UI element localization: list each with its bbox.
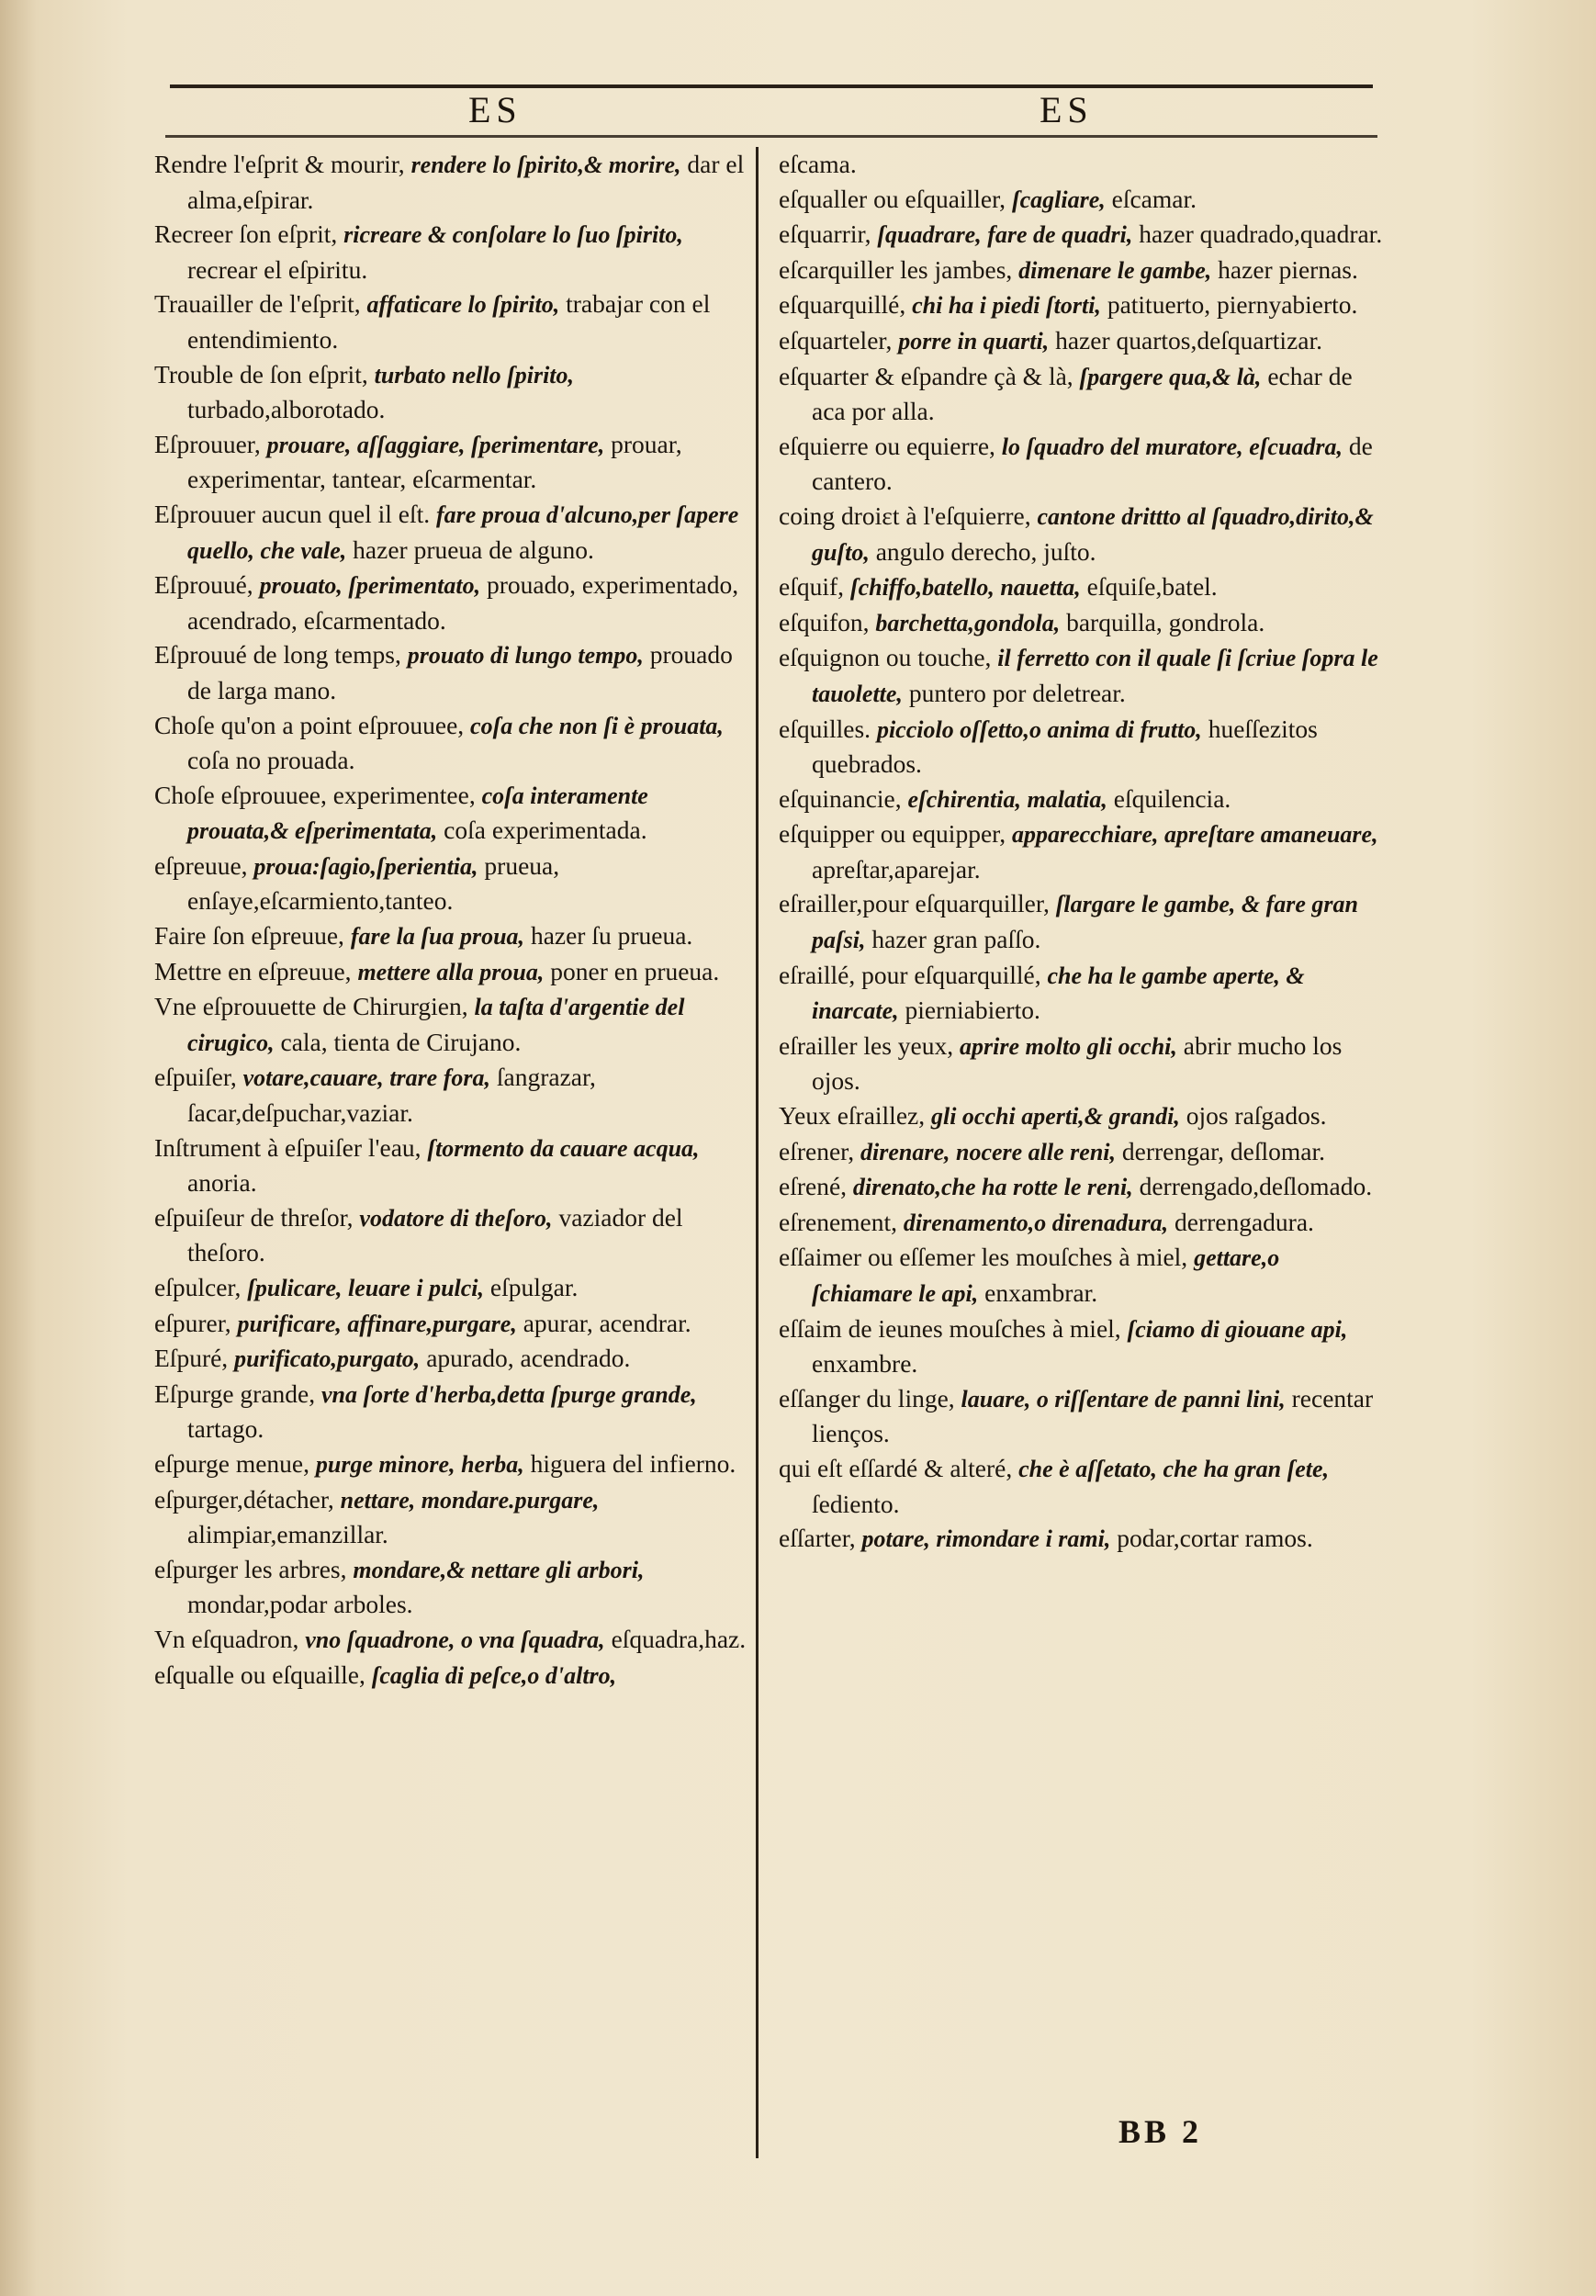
entry-italian: dimenare le gambe, [1018, 256, 1212, 284]
entry-french: Eſprouué, [154, 570, 253, 600]
column-divider [756, 147, 759, 2158]
entry-french: Eſpuré, [154, 1344, 229, 1373]
entry-italian: coſa interamente prouata,& eſperimentata, [187, 782, 648, 845]
entry-spanish: abrir mucho los ojos. [812, 1030, 1343, 1096]
dictionary-entry [154, 1306, 751, 1342]
dictionary-entry [779, 1451, 1385, 1521]
entry-spanish: coſa no prouada. [187, 746, 355, 775]
entry-french: eſpurer, [154, 1308, 231, 1337]
entry-spanish: enxambre. [812, 1349, 918, 1379]
entry-french: eſſaim de ieunes mouſches à miel, [779, 1313, 1121, 1343]
entry-french: eſrener, [779, 1136, 855, 1165]
entry-french: eſraillé, pour eſquarquillé, [779, 960, 1041, 989]
dictionary-entry [779, 287, 1385, 323]
entry-italian: ricreare & conſolare lo ſuo ſpirito, [343, 221, 683, 249]
entry-french: eſpuiſeur de threſor, [154, 1202, 354, 1232]
entry-italian: affaticare lo ſpirito, [366, 291, 560, 319]
entry-italian: prouato di lungo tempo, [407, 642, 644, 670]
entry-spanish: hazer piernas. [1218, 254, 1358, 284]
entry-french: eſquipper ou equipper, [779, 819, 1006, 849]
dictionary-entry [779, 147, 1385, 182]
entry-italian: proua:ſagio,ſperientia, [253, 852, 478, 880]
entry-french: eſrené, [779, 1172, 848, 1201]
entry-spanish: anoria. [187, 1168, 257, 1198]
dictionary-entry [154, 427, 751, 497]
dictionary-entry [779, 499, 1385, 569]
dictionary-entry [154, 637, 751, 707]
entry-italian: chi ha i piedi ſtorti, [912, 292, 1101, 320]
entry-french: Faire ſon eſpreuue, [154, 921, 344, 951]
entry-spanish: mondar,podar arboles. [187, 1590, 413, 1619]
entry-french: Choſe qu'on a point eſprouuee, [154, 710, 465, 739]
entry-spanish: eſpulgar. [489, 1273, 579, 1301]
entry-french: eſquifon, [779, 607, 870, 636]
dictionary-entry [154, 1446, 751, 1482]
entry-italian: vodatore di theſoro, [359, 1204, 553, 1232]
entry-french: Yeux eſraillez, [779, 1101, 926, 1131]
entry-spanish: turbado,alborotado. [187, 395, 386, 424]
entry-french: eſquarrir, [779, 219, 871, 249]
entry-italian: purificare, affinare,purgare, [237, 1310, 517, 1337]
entry-italian: potare, rimondare i rami, [861, 1525, 1111, 1553]
entry-spanish: recrear el eſpiritu. [187, 254, 368, 284]
dictionary-entry [154, 568, 751, 637]
entry-french: coing droiɛt à l'eſquierre, [779, 501, 1031, 530]
entry-french: Eſpurge grande, [154, 1379, 316, 1408]
entry-spanish: echar de aca por alla. [812, 361, 1353, 426]
dictionary-entry [154, 1482, 751, 1552]
entry-italian: nettare, mondare.purgare, [340, 1486, 600, 1514]
dictionary-entry [779, 1098, 1385, 1134]
dictionary-entry [779, 1240, 1385, 1311]
entry-spanish: hueſſezitos quebrados. [812, 714, 1318, 779]
entry-italian: turbato nello ſpirito, [374, 361, 575, 388]
entry-italian: aprire molto gli occhi, [960, 1032, 1177, 1060]
entry-spanish: alimpiar,emanzillar. [187, 1520, 388, 1549]
entry-french: qui eſt eſſardé & alteré, [779, 1453, 1013, 1482]
dictionary-entry [154, 1270, 751, 1306]
entry-italian: lauare, o riſſentare de panni lini, [961, 1385, 1286, 1412]
entry-italian: che è aſſetato, che ha gran ſete, [1018, 1455, 1330, 1482]
entry-italian: picciolo oſſetto,o anima di frutto, [876, 715, 1202, 743]
entry-spanish: eſquilencia. [1113, 783, 1231, 813]
entry-french: Trouble de ſon eſprit, [154, 359, 368, 388]
dictionary-entry [779, 1521, 1385, 1557]
dictionary-entry [154, 217, 751, 287]
entry-italian: cantone drittto al ſquadro,dirito,& guſto, [812, 502, 1374, 566]
top-rule [170, 84, 1373, 88]
entry-french: Vn eſquadron, [154, 1624, 299, 1653]
entry-italian: ſpargere qua,& là, [1079, 363, 1262, 390]
dictionary-entry [154, 1622, 751, 1658]
entry-spanish: poner en prueua. [550, 956, 720, 985]
dictionary-entry [779, 816, 1385, 886]
entry-french: eſpuiſer, [154, 1063, 237, 1092]
entry-french: eſcarquiller les jambes, [779, 254, 1013, 284]
entry-french: Choſe eſprouuee, experimentee, [154, 780, 476, 809]
dictionary-entry [779, 1134, 1385, 1170]
dictionary-entry [154, 1552, 751, 1622]
dictionary-entry [154, 918, 751, 954]
dictionary-entry [154, 849, 751, 918]
header-rule [165, 135, 1377, 138]
entry-italian: fare la ſua proua, [350, 923, 525, 951]
dictionary-entry [154, 708, 751, 778]
entry-french: eſpulcer, [154, 1273, 242, 1301]
entry-italian: barchetta,gondola, [875, 609, 1061, 636]
entry-italian: prouare, aſſaggiare, ſperimentare, [266, 431, 605, 458]
entry-italian: gettare,o ſchiamare le api, [812, 1244, 1280, 1307]
entry-italian: mettere alla proua, [357, 958, 545, 985]
entry-italian: mondare,& nettare gli arbori, [353, 1556, 645, 1583]
entry-italian: prouato, ſperimentato, [259, 572, 481, 600]
dictionary-entry [779, 958, 1385, 1029]
entry-french: eſrailler les yeux, [779, 1030, 954, 1060]
entry-french: eſpurger les arbres, [154, 1554, 347, 1583]
entry-french: Mettre en eſpreuue, [154, 956, 352, 985]
entry-french: Trauailler de l'eſprit, [154, 289, 361, 319]
entry-spanish: hazer quartos,deſquartizar. [1055, 325, 1322, 355]
dictionary-entry [779, 253, 1385, 288]
entry-spanish: higuera del infierno. [530, 1448, 736, 1478]
entry-french: eſpreuue, [154, 850, 248, 880]
entry-french: Inſtrument à eſpuiſer l'eau, [154, 1132, 421, 1162]
entry-italian: ſquadrare, fare de quadri, [877, 221, 1133, 249]
entry-spanish: barquilla, gondrola. [1066, 607, 1265, 636]
entry-spanish: derrengar, deſlomar. [1121, 1136, 1325, 1165]
dictionary-entry [779, 323, 1385, 359]
entry-spanish: prouado, experimentado, acendrado, eſcarmentado. [187, 570, 739, 635]
entry-italian: ſcagliare, [1011, 186, 1106, 213]
entry-italian: direnamento,o direnadura, [903, 1209, 1169, 1236]
entry-french: eſqualler ou eſquailler, [779, 184, 1006, 213]
entry-french: eſquierre ou equierre, [779, 431, 995, 460]
dictionary-entry [779, 605, 1385, 641]
entry-spanish: eſcamar. [1111, 184, 1197, 213]
entry-italian: il ferretto con il quale ſi ſcriue ſopra le tauolette, [812, 645, 1378, 707]
entry-spanish: enxambrar. [984, 1278, 1098, 1307]
entry-spanish: ſangrazar, ſacar,deſpuchar,vaziar. [187, 1063, 596, 1128]
entry-french: eſquarquillé, [779, 290, 906, 320]
entry-french: eſquarter & eſpandre çà & là, [779, 361, 1073, 390]
entry-spanish: pierniabierto. [905, 996, 1040, 1025]
dictionary-entry [779, 1205, 1385, 1241]
entry-spanish: de cantero. [812, 431, 1373, 496]
dictionary-entry [779, 1029, 1385, 1098]
left-column [154, 147, 751, 1693]
entry-spanish: dar el alma,eſpirar. [187, 150, 745, 214]
entry-french: eſcama. [779, 150, 857, 178]
entry-french: eſpurger,détacher, [154, 1484, 334, 1514]
signature-mark: BB 2 [1118, 2113, 1203, 2150]
entry-french: eſpurge menue, [154, 1448, 310, 1478]
entry-spanish: cala, tienta de Cirujano. [280, 1027, 522, 1056]
entry-spanish: eſquadra,haz. [611, 1624, 747, 1653]
entry-spanish: hazer ſu prueua. [530, 921, 693, 951]
dictionary-entry [154, 357, 751, 427]
entry-italian: direnare, nocere alle reni, [860, 1138, 1117, 1165]
entry-italian: vna ſorte d'herba,detta ſpurge grande, [321, 1380, 697, 1408]
entry-spanish: prouar, experimentar, tantear, eſcarmentar. [187, 429, 682, 494]
entry-french: Recreer ſon eſprit, [154, 219, 338, 249]
entry-italian: ſlargare le gambe, & fare gran paſsi, [812, 891, 1359, 954]
dictionary-entry [154, 147, 751, 217]
entry-italian: eſchirentia, malatia, [907, 785, 1107, 813]
entry-french: eſquarteler, [779, 325, 893, 355]
entry-spanish: trabajar con el entendimiento. [187, 289, 711, 354]
dictionary-entry [154, 1060, 751, 1130]
dictionary-entry [154, 1131, 751, 1200]
running-head-right: ES [1040, 89, 1094, 130]
dictionary-entry [154, 778, 751, 849]
dictionary-entry [779, 640, 1385, 711]
entry-spanish: apreſtar,aparejar. [812, 854, 981, 884]
entry-spanish: hazer prueua de alguno. [353, 535, 594, 564]
entry-spanish: vaziador del theſoro. [187, 1202, 683, 1267]
entry-italian: ſciamo di giouane api, [1127, 1315, 1348, 1343]
entry-italian: ſtormento da cauare acqua, [427, 1134, 700, 1162]
dictionary-entry [154, 1341, 751, 1377]
dictionary-entry [779, 1381, 1385, 1451]
entry-spanish: tartago. [187, 1414, 264, 1444]
entry-french: eſſarter, [779, 1524, 856, 1553]
entry-italian: votare,cauare, trare fora, [242, 1064, 490, 1092]
entry-spanish: recentar lienços. [812, 1383, 1374, 1448]
dictionary-entry [779, 1311, 1385, 1381]
entry-spanish: puntero por deletrear. [908, 678, 1126, 707]
entry-french: Eſprouuer aucun quel il eſt. [154, 499, 431, 528]
entry-french: eſſaimer ou eſſemer les mouſches à miel, [779, 1243, 1188, 1272]
dictionary-entry [779, 886, 1385, 957]
entry-italian: direnato,che ha rotte le reni, [852, 1174, 1133, 1201]
entry-french: eſrailler,pour eſquarquiller, [779, 889, 1050, 918]
dictionary-entry [154, 1658, 751, 1694]
entry-spanish: hazer gran paſſo. [871, 925, 1041, 954]
entry-italian: gli occhi aperti,& grandi, [930, 1103, 1180, 1131]
entry-spanish: eſquiſe,batel. [1086, 572, 1218, 602]
dictionary-entry [779, 359, 1385, 429]
dictionary-entry [779, 182, 1385, 218]
entry-italian: lo ſquadro del muratore, eſcuadra, [1001, 433, 1343, 460]
entry-spanish: apurar, acendrar. [523, 1308, 691, 1337]
dictionary-entry [154, 1377, 751, 1446]
entry-french: eſrenement, [779, 1207, 898, 1236]
entry-italian: vno ſquadrone, o vna ſquadra, [305, 1626, 605, 1653]
entry-spanish: ſediento. [812, 1489, 900, 1518]
entry-italian: ſpulicare, leuare i pulci, [247, 1275, 485, 1301]
entry-italian: ſcaglia di peſce,o d'altro, [371, 1661, 617, 1689]
entry-italian: purge minore, herba, [315, 1450, 524, 1478]
dictionary-entry [779, 1169, 1385, 1205]
entry-french: Rendre l'eſprit & mourir, [154, 150, 405, 178]
dictionary-entry [154, 954, 751, 990]
dictionary-entry [154, 1200, 751, 1270]
entry-french: eſquignon ou touche, [779, 643, 992, 672]
entry-french: eſquif, [779, 572, 845, 602]
entry-spanish: coſa experimentada. [444, 816, 647, 845]
entry-italian: fare proua d'alcuno,per ſapere quello, che vale, [187, 501, 739, 564]
entry-french: eſquilles. [779, 714, 871, 743]
dictionary-entry [779, 217, 1385, 253]
dictionary-entry [779, 782, 1385, 817]
entry-italian: rendere lo ſpirito,& morire, [410, 152, 681, 178]
dictionary-entry [154, 989, 751, 1060]
dictionary-entry [154, 287, 751, 356]
entry-italian: purificato,purgato, [234, 1345, 421, 1373]
entry-italian: porre in quarti, [898, 327, 1050, 355]
entry-spanish: derrengado,deſlomado. [1139, 1172, 1373, 1201]
entry-french: eſquinancie, [779, 783, 902, 813]
entry-spanish: derrengadura. [1175, 1207, 1314, 1236]
entry-french: Vne eſprouuette de Chirurgien, [154, 992, 468, 1021]
dictionary-entry [154, 497, 751, 568]
entry-french: Eſprouuer, [154, 429, 261, 458]
entry-italian: apparecchiare, apreſtare amaneuare, [1011, 821, 1378, 849]
entry-spanish: angulo derecho, juſto. [875, 536, 1096, 566]
entry-spanish: patituerto, piernyabierto. [1107, 290, 1358, 320]
running-head-left: ES [468, 89, 523, 130]
entry-french: eſqualle ou eſquaille, [154, 1660, 365, 1689]
entry-italian: la taſta d'argentie del cirugico, [187, 994, 685, 1056]
dictionary-entry [779, 712, 1385, 782]
entry-spanish: hazer quadrado,quadrar. [1139, 219, 1383, 249]
right-column [779, 147, 1385, 1557]
entry-spanish: podar,cortar ramos. [1117, 1524, 1313, 1553]
entry-spanish: prueua, enſaye,eſcarmiento,tanteo. [187, 850, 560, 916]
entry-french: Eſprouué de long temps, [154, 640, 401, 670]
entry-italian: ſchiffo,batello, nauetta, [849, 574, 1081, 602]
dictionary-entry [779, 569, 1385, 605]
dictionary-entry [779, 429, 1385, 499]
entry-spanish: apurado, acendrado. [426, 1344, 631, 1373]
entry-spanish: ojos raſgados. [1186, 1101, 1327, 1131]
entry-french: eſſanger du linge, [779, 1383, 955, 1412]
entry-italian: che ha le gambe aperte, & inarcate, [812, 962, 1305, 1025]
entry-italian: coſa che non ſi è prouata, [470, 712, 724, 739]
entry-spanish: prouado de larga mano. [187, 640, 733, 704]
